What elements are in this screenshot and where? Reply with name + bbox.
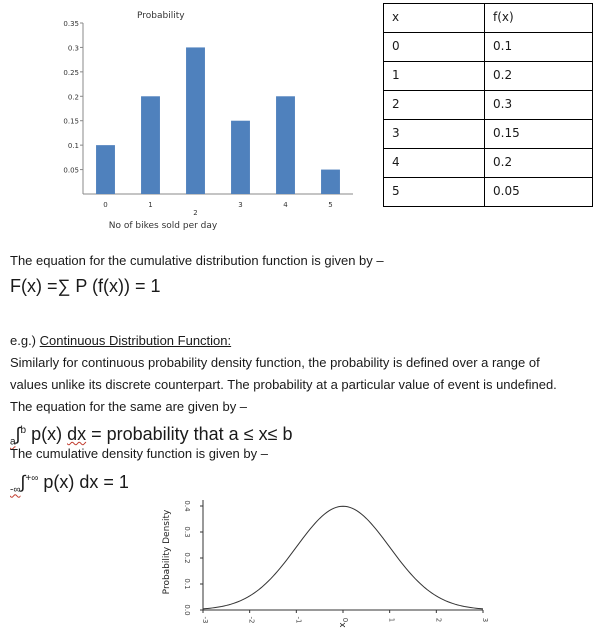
normal-y-axis <box>183 500 203 615</box>
normal-chart-ylabel: Probability Density <box>162 509 172 595</box>
table-body <box>384 33 593 207</box>
bar-chart <box>45 5 365 240</box>
table-cell-x: 5 <box>384 178 485 207</box>
cumulative-density-equation-rest: p(x) dx = 1 <box>38 472 129 492</box>
table-cell-x: 1 <box>384 62 485 91</box>
bar-x-tick-label: 1 <box>148 201 153 209</box>
bar-x-tick-label: 2 <box>193 209 198 217</box>
cdf-equation: F(x) =∑ P (f(x)) = 1 <box>10 276 161 296</box>
table-cell-fx: 0.15 <box>485 120 593 149</box>
table-cell-fx: 0.2 <box>485 149 593 178</box>
normal-density-curve <box>203 506 483 609</box>
normal-x-tick-label: -1 <box>294 616 303 624</box>
table-row <box>384 178 593 207</box>
normal-y-tick-label: 0.2 <box>183 552 191 564</box>
bar-x-tick-label: 0 <box>103 201 108 209</box>
table-row <box>384 120 593 149</box>
table-cell-x: 0 <box>384 33 485 62</box>
table-row <box>384 91 593 120</box>
normal-y-tick-label: 0.0 <box>183 604 191 616</box>
table-header-fx: f(x) <box>485 4 593 33</box>
normal-x-axis <box>201 610 489 623</box>
cdf-intro: The equation for the cumulative distribution function is given by – <box>10 253 384 268</box>
table-cell-fx: 0.2 <box>485 62 593 91</box>
table-row <box>384 149 593 178</box>
bar-y-tick-label: 0.35 <box>63 20 79 28</box>
bar-chart-xlabel: No of bikes sold per day <box>108 221 218 231</box>
paragraph-line-2: values unlike its discrete counterpart. The probability at a particular value of event is undefined. <box>10 377 557 392</box>
normal-chart-xlabel: x <box>338 622 348 628</box>
normal-x-tick-label: 2 <box>434 617 443 623</box>
integral-upper-limit-2: +∞ <box>25 473 39 484</box>
normal-x-tick-label: 3 <box>481 617 489 623</box>
integral-lower-limit: a <box>10 436 16 448</box>
bar-4 <box>276 96 295 194</box>
bar-x-tick-label: 3 <box>238 201 243 209</box>
differential: dx <box>67 424 87 444</box>
table-cell-fx: 0.3 <box>485 91 593 120</box>
table-header-x: x <box>384 4 485 33</box>
integral-lower-limit-2: -∞ <box>10 484 21 496</box>
bar-chart-title: Probability <box>137 11 185 21</box>
table-cell-fx: 0.1 <box>485 33 593 62</box>
normal-x-tick-label: -2 <box>247 616 256 624</box>
normal-x-tick-label: 1 <box>387 617 396 623</box>
table-cell-x: 3 <box>384 120 485 149</box>
integral-sign: ∫ <box>15 424 21 444</box>
bar-x-tick-label: 4 <box>283 201 288 209</box>
bar-2 <box>186 47 205 194</box>
integrand: p(x) <box>26 424 68 444</box>
paragraph-line-3: The equation for the same are given by – <box>10 399 248 414</box>
cumulative-density-equation <box>10 468 129 502</box>
integral-sign-2: ∫ <box>20 472 26 492</box>
bar-y-tick-label: 0.3 <box>67 44 79 53</box>
table-row <box>384 62 593 91</box>
bar-y-tick-label: 0.05 <box>63 166 79 175</box>
bar-3 <box>231 121 250 194</box>
bar-y-tick-label: 0.25 <box>63 68 79 77</box>
table-header-row <box>384 4 593 33</box>
paragraph-line-1: Similarly for continuous probability density function, the probability is defined over a range of <box>10 355 540 370</box>
table-cell-x: 4 <box>384 149 485 178</box>
normal-y-tick-label: 0.3 <box>183 526 191 538</box>
table-cell-x: 2 <box>384 91 485 120</box>
bar-0 <box>96 145 115 194</box>
bar-x-tick-label: 5 <box>328 201 333 209</box>
normal-x-tick-label: -3 <box>201 616 209 624</box>
bar-y-axis <box>63 20 83 175</box>
bar-y-tick-label: 0.15 <box>63 117 79 126</box>
probability-equation-rest: = probability that a ≤ x≤ b <box>86 424 293 444</box>
cumulative-density-intro: The cumulative density function is given by – <box>10 446 268 461</box>
integral-upper-limit: b <box>20 425 27 436</box>
bar-y-tick-label: 0.1 <box>67 142 79 151</box>
distribution-table <box>383 3 593 207</box>
normal-y-tick-label: 0.4 <box>183 500 191 512</box>
bar-series <box>96 47 340 194</box>
bar-1 <box>141 96 160 194</box>
bar-y-tick-label: 0.2 <box>67 93 79 102</box>
table-cell-fx: 0.05 <box>485 178 593 207</box>
bar-x-axis <box>103 201 332 217</box>
continuous-heading-line <box>10 330 231 352</box>
normal-y-tick-label: 0.1 <box>183 578 191 590</box>
bar-5 <box>321 170 340 194</box>
continuous-prefix: e.g.) <box>10 333 40 348</box>
table-row <box>384 33 593 62</box>
normal-density-chart <box>155 494 495 630</box>
normal-x-tick-label: 0 <box>341 617 349 623</box>
continuous-heading: Continuous Distribution Function: <box>39 333 232 348</box>
